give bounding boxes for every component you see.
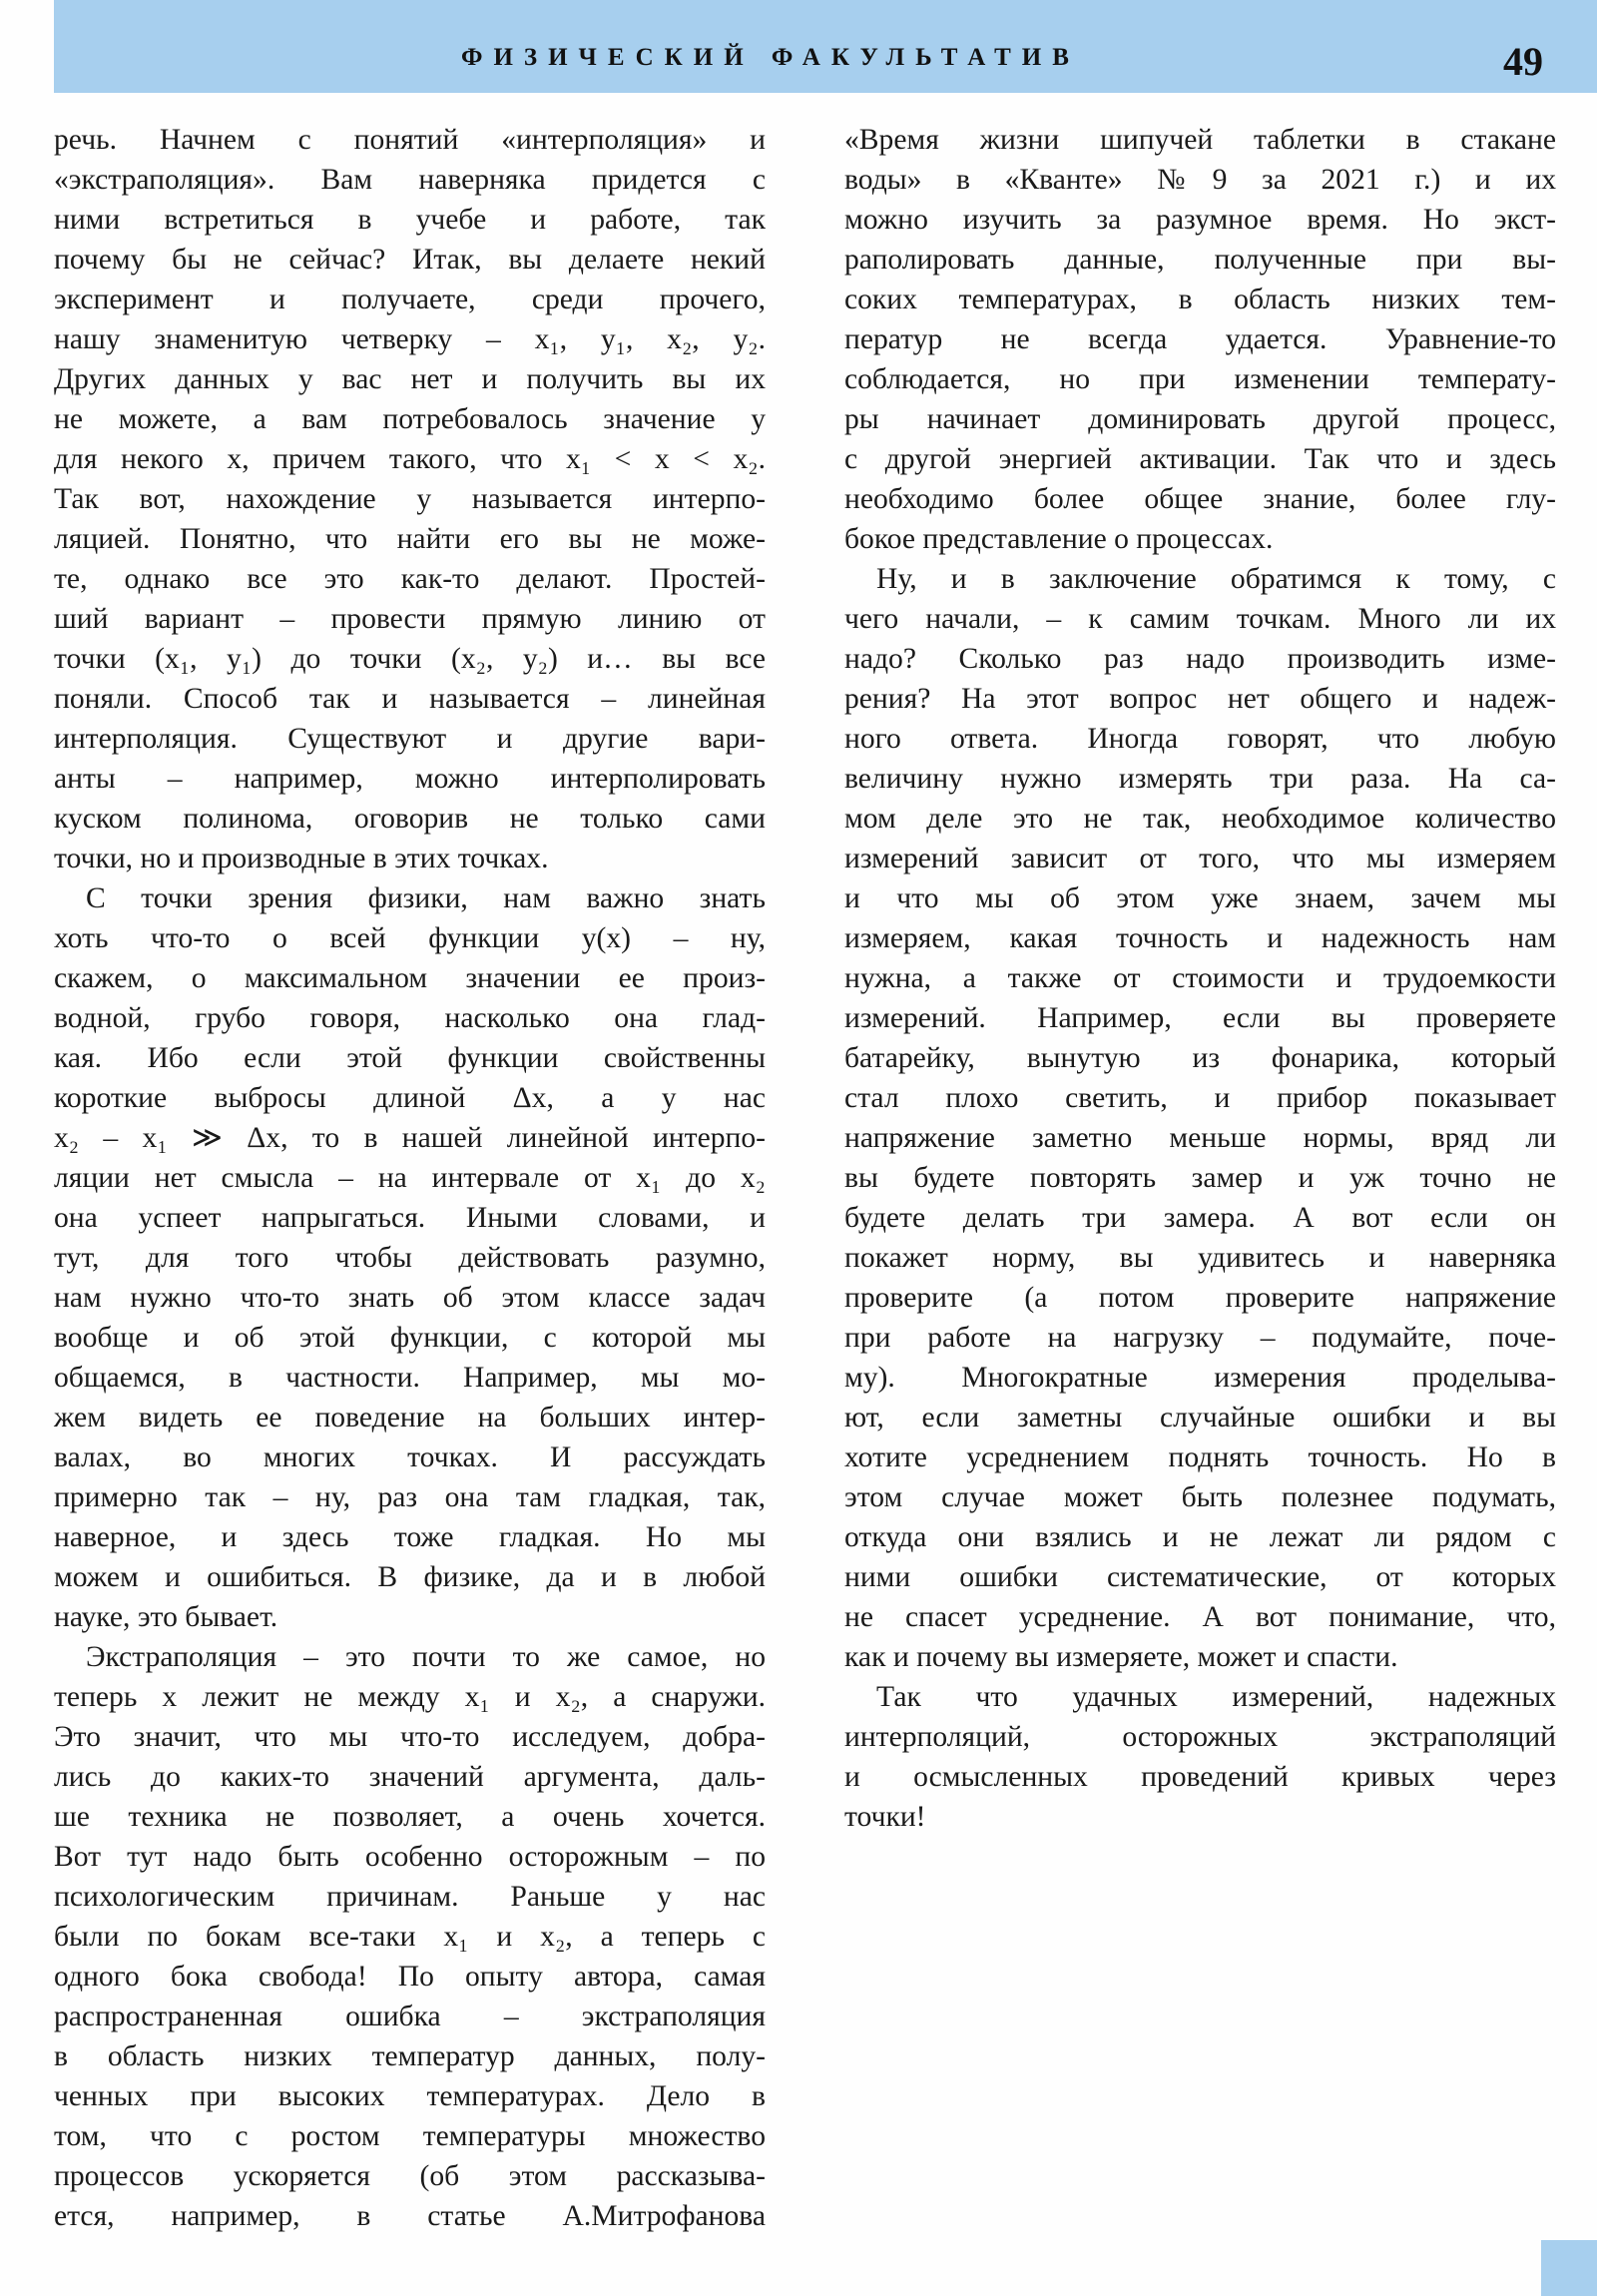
text-line: хотите усреднением поднять точность. Но в bbox=[844, 1441, 1556, 1473]
text-line: ют, если заметны случайные ошибки и вы bbox=[844, 1402, 1556, 1434]
text-line: одного бока свобода! По опыту автора, самая bbox=[54, 1961, 766, 1993]
text-line: ченных при высоких температурах. Дело в bbox=[54, 2080, 766, 2112]
text-line: примерно так – ну, раз она там гладкая, так, bbox=[54, 1481, 766, 1513]
text-line: ними встретиться в учебе и работе, так bbox=[54, 204, 766, 236]
text-line: были по бокам все-таки x₁ и x₂, а теперь с bbox=[54, 1921, 766, 1953]
text-line: в область низких температур данных, полу- bbox=[54, 2040, 766, 2072]
text-line: точки, но и производные в этих точках. bbox=[54, 843, 549, 874]
text-line: валах, во многих точках. И рассуждать bbox=[54, 1441, 766, 1473]
text-line: кая. Ибо если этой функции свойственны bbox=[54, 1042, 766, 1074]
text-line: Экстраполяция – это почти то же самое, но bbox=[86, 1641, 766, 1673]
text-line: покажет норму, вы удивитесь и наверняка bbox=[844, 1242, 1556, 1274]
text-line: как и почему вы измеряете, может и спасти. bbox=[844, 1641, 1398, 1673]
text-line: раполировать данные, полученные при вы- bbox=[844, 244, 1556, 276]
running-title: ФИЗИЧЕСКИЙ ФАКУЛЬТАТИВ bbox=[461, 44, 1080, 71]
text-line: соблюдается, но при изменении температу- bbox=[844, 363, 1556, 395]
text-line: точки! bbox=[844, 1801, 926, 1833]
text-line: Ну, и в заключение обратимся к тому, с bbox=[876, 563, 1556, 595]
text-line: необходимо более общее знание, более глу- bbox=[844, 483, 1556, 515]
text-line: проверите (а потом проверите напряжение bbox=[844, 1282, 1556, 1314]
text-line: Так вот, нахождение y называется интерпо- bbox=[54, 483, 766, 515]
text-line: Это значит, что мы что-то исследуем, добра- bbox=[54, 1721, 766, 1753]
text-line: она успеет напрыгаться. Иными словами, и bbox=[54, 1202, 766, 1234]
text-line: «Время жизни шипучей таблетки в стакане bbox=[844, 124, 1556, 156]
text-line: нам нужно что-то знать об этом классе задач bbox=[54, 1282, 766, 1314]
text-line: интерполяций, осторожных экстраполяций bbox=[844, 1721, 1556, 1753]
text-line: бокое представление о процессах. bbox=[844, 523, 1274, 555]
text-line: распространенная ошибка – экстраполяция bbox=[54, 2001, 766, 2032]
text-line: вообще и об этой функции, с которой мы bbox=[54, 1322, 766, 1354]
text-line: нужна, а также от стоимости и трудоемкости bbox=[844, 962, 1556, 994]
text-line: ними ошибки систематические, от которых bbox=[844, 1561, 1556, 1593]
text-line: науке, это бывает. bbox=[54, 1601, 278, 1633]
text-line: ший вариант – провести прямую линию от bbox=[54, 603, 766, 635]
text-line: измеряем, какая точность и надежность нам bbox=[844, 922, 1556, 954]
text-line: анты – например, можно интерполировать bbox=[54, 763, 766, 795]
text-line: ется, например, в статье А.Митрофанова bbox=[54, 2200, 766, 2232]
text-line: водной, грубо говоря, насколько она глад- bbox=[54, 1002, 766, 1034]
text-line: общаемся, в частности. Например, мы мо- bbox=[54, 1362, 766, 1394]
text-line: мом деле это не так, необходимое количество bbox=[844, 803, 1556, 835]
text-line: не спасет усреднение. А вот понимание, что, bbox=[844, 1601, 1556, 1633]
text-line: будете делать три замера. А вот если он bbox=[844, 1202, 1556, 1234]
text-line: этом случае может быть полезнее подумать, bbox=[844, 1481, 1556, 1513]
text-line: жем видеть ее поведение на больших интер- bbox=[54, 1402, 766, 1434]
text-line: процессов ускоряется (об этом рассказыва- bbox=[54, 2160, 766, 2192]
text-line: нашу знаменитую четверку – x₁, y₁, x₂, y₂. bbox=[54, 323, 766, 355]
text-line: куском полинома, оговорив не только сами bbox=[54, 803, 766, 835]
text-line: ператур не всегда удается. Уравнение-то bbox=[844, 323, 1556, 355]
text-line: ры начинает доминировать другой процесс, bbox=[844, 403, 1556, 435]
text-line: психологическим причинам. Раньше у нас bbox=[54, 1881, 766, 1913]
text-line: «экстраполяция». Вам наверняка придется с bbox=[54, 164, 766, 196]
text-line: хоть что-то о всей функции y(x) – ну, bbox=[54, 922, 766, 954]
text-line: измерений зависит от того, что мы измеряем bbox=[844, 843, 1556, 874]
text-line: ляции нет смысла – на интервале от x₁ до x₂ bbox=[54, 1162, 766, 1194]
text-line: С точки зрения физики, нам важно знать bbox=[86, 882, 766, 914]
text-line: му). Многократные измерения проделыва- bbox=[844, 1362, 1556, 1394]
text-line: эксперимент и получаете, среди прочего, bbox=[54, 284, 766, 315]
text-line: и осмысленных проведений кривых через bbox=[844, 1761, 1556, 1793]
text-line: не можете, а вам потребовалось значение y bbox=[54, 403, 766, 435]
text-line: надо? Сколько раз надо производить изме- bbox=[844, 643, 1556, 675]
text-line: ляцией. Понятно, что найти его вы не може- bbox=[54, 523, 766, 555]
text-line: лись до каких-то значений аргумента, даль- bbox=[54, 1761, 766, 1793]
text-line: вы будете повторять замер и уж точно не bbox=[844, 1162, 1556, 1194]
text-line: для некого x, причем такого, что x₁ < x < x₂. bbox=[54, 443, 766, 475]
text-line: том, что с ростом температуры множество bbox=[54, 2120, 766, 2152]
text-line: измерений. Например, если вы проверяете bbox=[844, 1002, 1556, 1034]
text-line: можно изучить за разумное время. Но экст- bbox=[844, 204, 1556, 236]
text-line: батарейку, вынутую из фонарика, который bbox=[844, 1042, 1556, 1074]
text-line: x₂ – x₁ ≫ Δx, то в нашей линейной интерпо- bbox=[54, 1122, 766, 1154]
text-line: поняли. Способ так и называется – линейная bbox=[54, 683, 766, 715]
right-text-column bbox=[844, 120, 1556, 1837]
text-line: ного ответа. Иногда говорят, что любую bbox=[844, 723, 1556, 755]
left-text-column bbox=[54, 120, 766, 2236]
text-line: соких температурах, в область низких тем- bbox=[844, 284, 1556, 315]
text-line: Так что удачных измерений, надежных bbox=[876, 1681, 1556, 1713]
text-line: короткие выбросы длиной Δx, а у нас bbox=[54, 1082, 766, 1114]
text-line: откуда они взялись и не лежат ли рядом с bbox=[844, 1521, 1556, 1553]
text-line: Вот тут надо быть особенно осторожным – по bbox=[54, 1841, 766, 1873]
page-corner-marker bbox=[1541, 2240, 1597, 2296]
text-line: наверное, и здесь тоже гладкая. Но мы bbox=[54, 1521, 766, 1553]
page-number: 49 bbox=[1503, 39, 1543, 84]
text-line: напряжение заметно меньше нормы, вряд ли bbox=[844, 1122, 1556, 1154]
text-line: рения? На этот вопрос нет общего и надеж- bbox=[844, 683, 1556, 715]
text-line: те, однако все это как-то делают. Простей- bbox=[54, 563, 766, 595]
text-line: и что мы об этом уже знаем, зачем мы bbox=[844, 882, 1556, 914]
text-line: воды» в «Кванте» №9 за 2021 г.) и их bbox=[844, 164, 1556, 196]
text-line: можем и ошибиться. В физике, да и в любой bbox=[54, 1561, 766, 1593]
text-line: с другой энергией активации. Так что и здесь bbox=[844, 443, 1556, 475]
text-line: тут, для того чтобы действовать разумно, bbox=[54, 1242, 766, 1274]
text-line: речь. Начнем с понятий «интерполяция» и bbox=[54, 124, 766, 156]
text-line: интерполяция. Существуют и другие вари- bbox=[54, 723, 766, 755]
text-line: скажем, о максимальном значении ее произ- bbox=[54, 962, 766, 994]
text-line: величину нужно измерять три раза. На са- bbox=[844, 763, 1556, 795]
text-line: чего начали, – к самим точкам. Много ли их bbox=[844, 603, 1556, 635]
text-line: при работе на нагрузку – подумайте, поче- bbox=[844, 1322, 1556, 1354]
text-line: точки (x₁, y₁) до точки (x₂, y₂) и… вы все bbox=[54, 643, 766, 675]
text-line: ше техника не позволяет, а очень хочется. bbox=[54, 1801, 766, 1833]
text-line: теперь x лежит не между x₁ и x₂, а снаружи. bbox=[54, 1681, 766, 1713]
text-line: почему бы не сейчас? Итак, вы делаете некий bbox=[54, 244, 766, 276]
text-line: Других данных у вас нет и получить вы их bbox=[54, 363, 766, 395]
text-line: стал плохо светить, и прибор показывает bbox=[844, 1082, 1556, 1114]
